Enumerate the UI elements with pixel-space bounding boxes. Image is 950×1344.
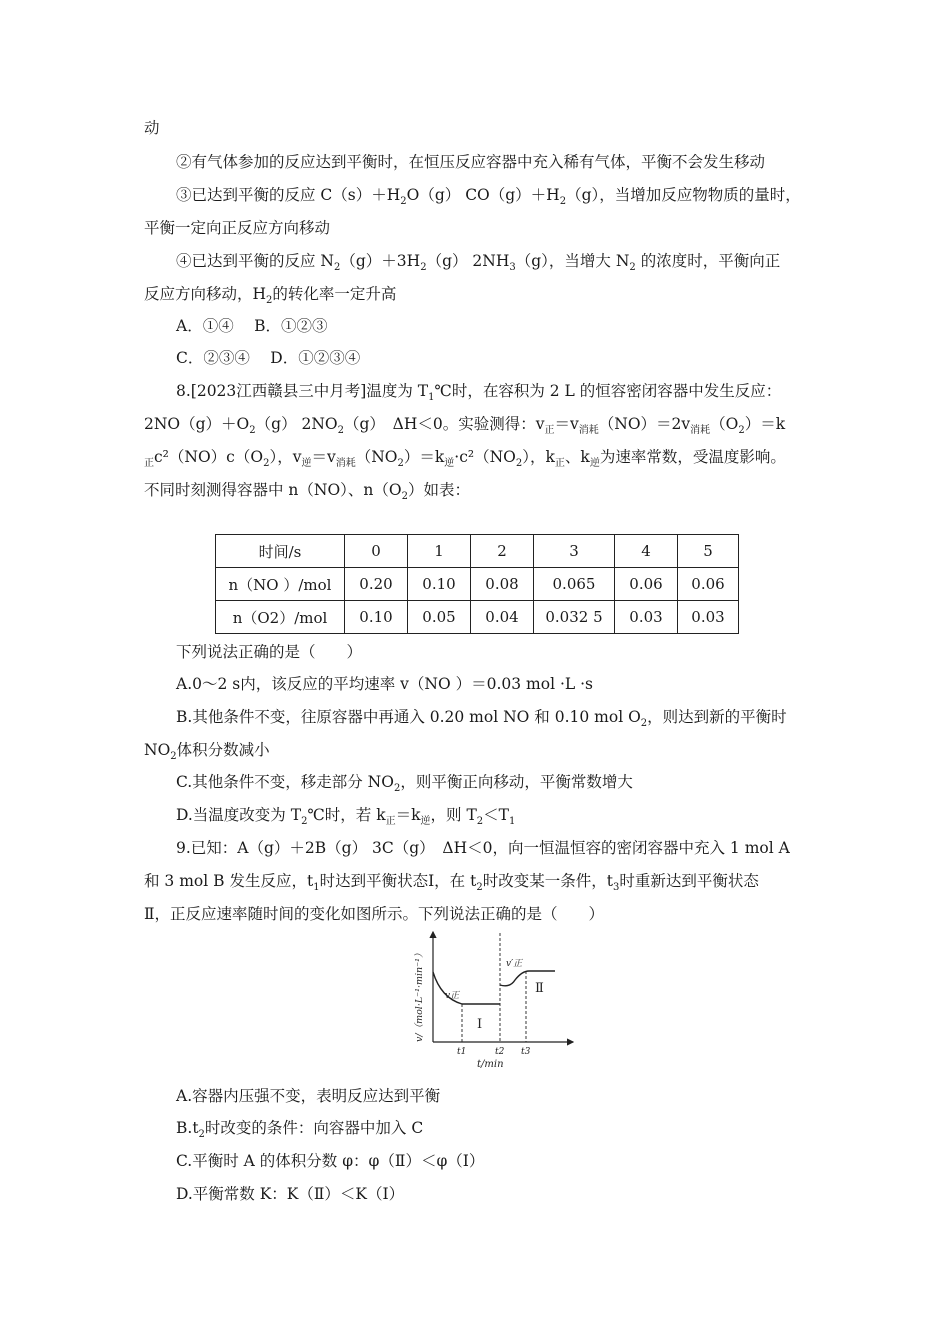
region-1-label: Ⅰ [477, 1017, 483, 1032]
table-row [216, 601, 739, 634]
table-cell: 0.032 5 [534, 601, 615, 634]
q8-question: 下列说法正确的是（ ） [176, 643, 363, 661]
table-cell: 0.03 [678, 601, 739, 634]
table-cell: 0.065 [534, 568, 615, 601]
table-cell: 时间/s [216, 535, 345, 568]
v-forward-curve [433, 972, 500, 1004]
tick-t1: t1 [457, 1047, 467, 1057]
table-cell: 0.20 [345, 568, 408, 601]
q9-stem-3: Ⅱ，正反应速率随时间的变化如图所示。下列说法正确的是（ ） [144, 905, 605, 923]
table-cell: n（NO ）/mol [216, 568, 345, 601]
statement-4: ④已达到平衡的反应 $N_2(g)+3H_2(g)$ $2NH_3(g)$，当增大 $N_2$ 的浓度时，平衡向正 [176, 252, 781, 273]
table-cell: n（O2）/mol [216, 601, 345, 634]
data-table [215, 534, 739, 634]
q8-stem-4: 不同时刻测得容器中 n（NO）、$n(O_2)$如表： [144, 481, 471, 502]
q9-option-b[interactable]: $B.t_2$时改变的条件：向容器中加入 C [176, 1119, 424, 1140]
tick-t3: t3 [521, 1047, 531, 1057]
y-axis-label: v/（mol·L⁻¹·min⁻¹） [414, 948, 425, 1042]
rate-time-graph [405, 928, 580, 1070]
q8-stem-1: 8.[2023江西赣县三中月考]温度为 $T_1℃$时，在容积为 2 L 的恒容密闭容器中发生反应： [176, 382, 782, 403]
q8-stem-2: $2NO(g)+O_2(g)$ $2NO_2(g)$ ΔH＜0。实验测得：$v_正=v_{消耗}(NO)=2v_{消耗}(O_2)=k$ [144, 415, 786, 436]
table-cell: 0.03 [615, 601, 678, 634]
v-forward-prime-label: v′正 [506, 959, 523, 969]
region-2-label: Ⅱ [535, 981, 544, 996]
q9-stem-1: 9.已知：A（g）＋2B（g） 3C（g） ΔH＜0，向一恒温恒容的密闭容器中充入 1 mol A [176, 839, 790, 857]
q9-stem-2: 和 3 mol B 发生反应，$t_1$时达到平衡状态Ⅰ，在 $t_2$时改变某一条件，$t_3$时重新达到平衡状态 [144, 872, 759, 893]
table-cell: 3 [534, 535, 615, 568]
q8-stem-3: $_正c^2(NO)c(O_2)$，$v_逆=v_{消耗}(NO_2)=k_逆\cdot c^2(NO_2)$，$k_正$、$k_逆$为速率常数，受温度影响。 [144, 448, 786, 469]
table-cell: 4 [615, 535, 678, 568]
tick-t2: t2 [495, 1047, 505, 1057]
table-row [216, 568, 739, 601]
statement-3-cont: 平衡一定向正反应方向移动 [144, 219, 331, 237]
q7-option-ab[interactable]: A．①④ B．①②③ [176, 317, 328, 335]
q8-option-b[interactable]: B.其他条件不变，往原容器中再通入 0.20 mol NO 和 0.10 mol $O_2$，则达到新的平衡时 [176, 708, 787, 729]
table-row [216, 535, 739, 568]
x-axis-label: t/min [477, 1059, 504, 1070]
q8-option-b-cont: $NO_2$体积分数减小 [144, 741, 270, 762]
table-cell: 0.08 [471, 568, 534, 601]
q7-option-cd[interactable]: C．②③④ D．①②③④ [176, 349, 361, 367]
table-cell: 0.05 [408, 601, 471, 634]
table-cell: 0.06 [615, 568, 678, 601]
q8-option-a[interactable]: A.0～2 s内，该反应的平均速率 v（NO ）＝0.03 mol ·L ·s [176, 675, 593, 693]
continuation-text: 动 [144, 119, 160, 137]
table-cell: 0 [345, 535, 408, 568]
q8-option-d[interactable]: D.当温度改变为 $T_2℃$时，若 $k_正=k_逆$，则 $T_2<T_1$ [176, 806, 516, 827]
q9-option-a[interactable]: A.容器内压强不变，表明反应达到平衡 [176, 1087, 441, 1105]
statement-3: ③已达到平衡的反应 $C(s)+H_2O(g)$ $CO(g)+H_2(g)$，当增加反应物物质的量时， [176, 186, 801, 207]
statement-2: ②有气体参加的反应达到平衡时，在恒压反应容器中充入稀有气体，平衡不会发生移动 [176, 153, 766, 171]
table-cell: 1 [408, 535, 471, 568]
statement-4-cont: 反应方向移动，$H_2$的转化率一定升高 [144, 285, 397, 306]
table-cell: 2 [471, 535, 534, 568]
table-cell: 0.06 [678, 568, 739, 601]
q9-option-d[interactable]: D.平衡常数 K：K（Ⅱ）＜K（Ⅰ） [176, 1185, 405, 1203]
table-cell: 0.10 [408, 568, 471, 601]
table-cell: 0.04 [471, 601, 534, 634]
v-forward-prime-curve [500, 971, 555, 986]
q9-option-c[interactable]: C.平衡时 A 的体积分数 φ：φ（Ⅱ）＜φ（Ⅰ） [176, 1152, 485, 1170]
table-cell: 0.10 [345, 601, 408, 634]
table-cell: 5 [678, 535, 739, 568]
v-forward-label: v正 [445, 991, 460, 1001]
q8-option-c[interactable]: C.其他条件不变，移走部分 $NO_2$，则平衡正向移动，平衡常数增大 [176, 773, 633, 794]
